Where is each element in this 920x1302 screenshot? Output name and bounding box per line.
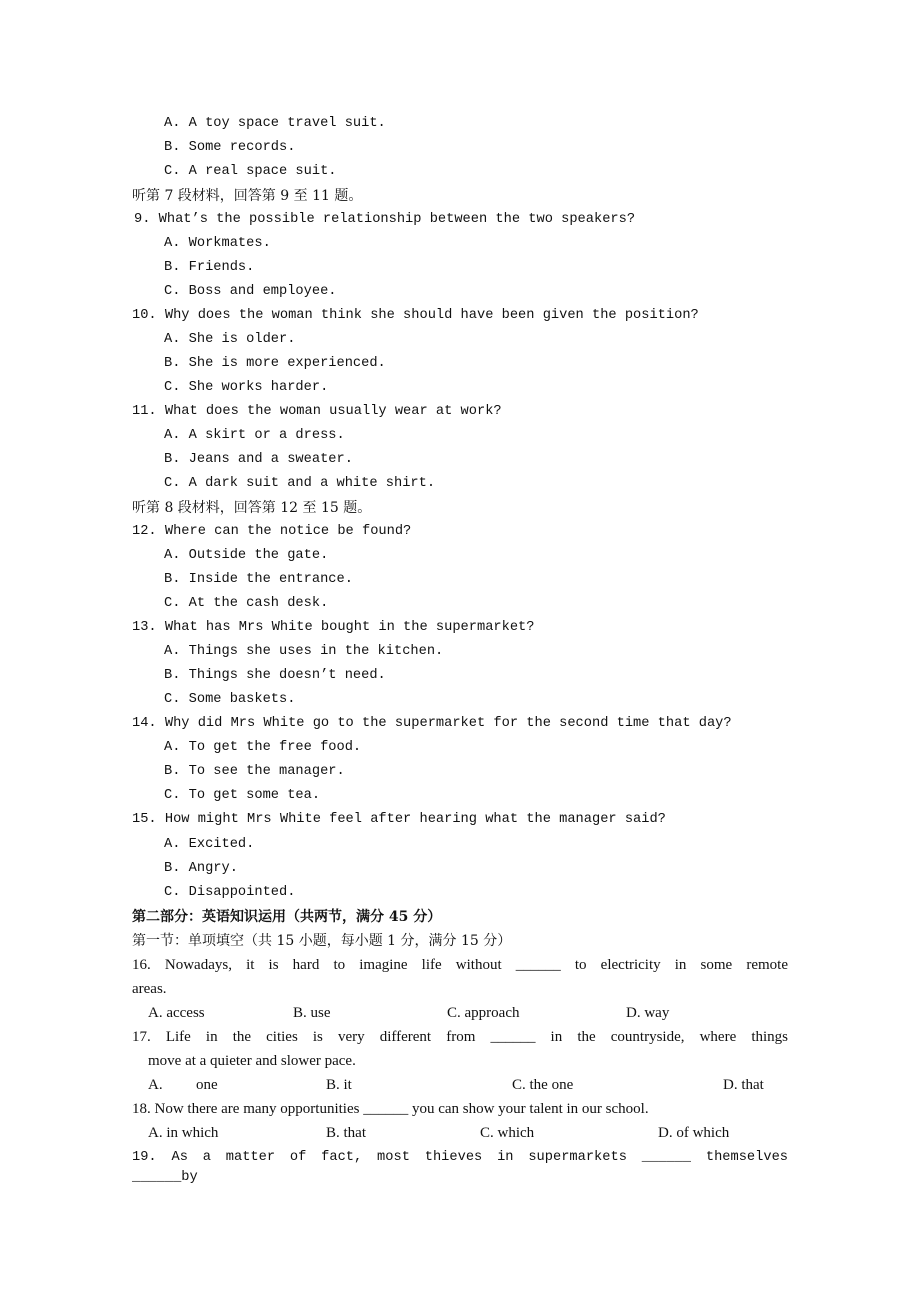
text-line: B. Things she doesn’t need. [164, 668, 386, 683]
text-line: C. Disappointed. [164, 885, 296, 900]
text-line: 18. Now there are many opportunities ______ you can show your talent in our school. [132, 1101, 649, 1117]
text-line: B. Angry. [164, 861, 238, 876]
text-line: C. the one [512, 1077, 574, 1093]
text-line: 10. Why does the woman think she should have been given the position? [132, 308, 699, 323]
text-line: 9. What’s the possible relationship between the two speakers? [134, 212, 636, 227]
text-line: A. A toy space travel suit. [164, 116, 386, 131]
text-line: A. [148, 1077, 163, 1093]
text-line: B. Jeans and a sweater. [164, 452, 353, 467]
text-line: B. use [293, 1005, 331, 1021]
text-line: A. A skirt or a dress. [164, 428, 345, 443]
text-line: A. Outside the gate. [164, 548, 329, 563]
text-line: 听第 7 段材料，回答第 9 至 11 题。 [132, 188, 363, 204]
text-line: D. of which [658, 1125, 730, 1141]
text-line: D. that [723, 1077, 764, 1093]
text-line: B. Friends. [164, 260, 255, 275]
text-line: 第二部分：英语知识运用（共两节，满分 45 分） [132, 909, 442, 925]
text-line: A. Workmates. [164, 236, 271, 251]
text-line: 17. Life in the cities is very different from ______ in the countryside, where things [132, 1029, 788, 1045]
text-line: 16. Nowadays, it is hard to imagine life without ______ to electricity in some remote [132, 957, 788, 973]
text-line: 12. Where can the notice be found? [132, 524, 412, 539]
text-line: A. in which [148, 1125, 219, 1141]
text-line: A. Things she uses in the kitchen. [164, 644, 444, 659]
text-line: areas. [132, 981, 167, 997]
text-line: C. Some baskets. [164, 692, 296, 707]
text-line: 11. What does the woman usually wear at work? [132, 404, 502, 419]
text-line: 13. What has Mrs White bought in the supermarket? [132, 620, 535, 635]
text-line: A. Excited. [164, 837, 255, 852]
text-line: C. A dark suit and a white shirt. [164, 476, 436, 491]
text-line: C. She works harder. [164, 380, 329, 395]
text-line: 听第 8 段材料，回答第 12 至 15 题。 [132, 500, 372, 516]
text-line: C. which [480, 1125, 535, 1141]
text-line: C. A real space suit. [164, 164, 337, 179]
text-line: C. approach [447, 1005, 520, 1021]
text-line: C. At the cash desk. [164, 596, 329, 611]
text-line: B. Inside the entrance. [164, 572, 353, 587]
text-line: A. To get the free food. [164, 740, 362, 755]
text-line: move at a quieter and slower pace. [148, 1053, 356, 1069]
text-line: B. it [326, 1077, 352, 1093]
text-line: A. access [148, 1005, 205, 1021]
text-line: A. She is older. [164, 332, 296, 347]
text-line: D. way [626, 1005, 670, 1021]
text-line: 14. Why did Mrs White go to the supermarket for the second time that day? [132, 716, 732, 731]
text-line: C. To get some tea. [164, 788, 321, 803]
text-line: B. that [326, 1125, 366, 1141]
text-line: C. Boss and employee. [164, 284, 337, 299]
text-line: one [196, 1077, 218, 1093]
text-line: B. To see the manager. [164, 764, 345, 779]
text-line: 第一节：单项填空（共 15 小题，每小题 1 分，满分 15 分） [132, 933, 512, 949]
text-line: B. She is more experienced. [164, 356, 386, 371]
text-line: 15. How might Mrs White feel after hearing what the manager said? [132, 812, 666, 827]
text-line: B. Some records. [164, 140, 296, 155]
text-line: 19. As a matter of fact, most thieves in supermarkets ______ themselves ______by [132, 1150, 788, 1185]
